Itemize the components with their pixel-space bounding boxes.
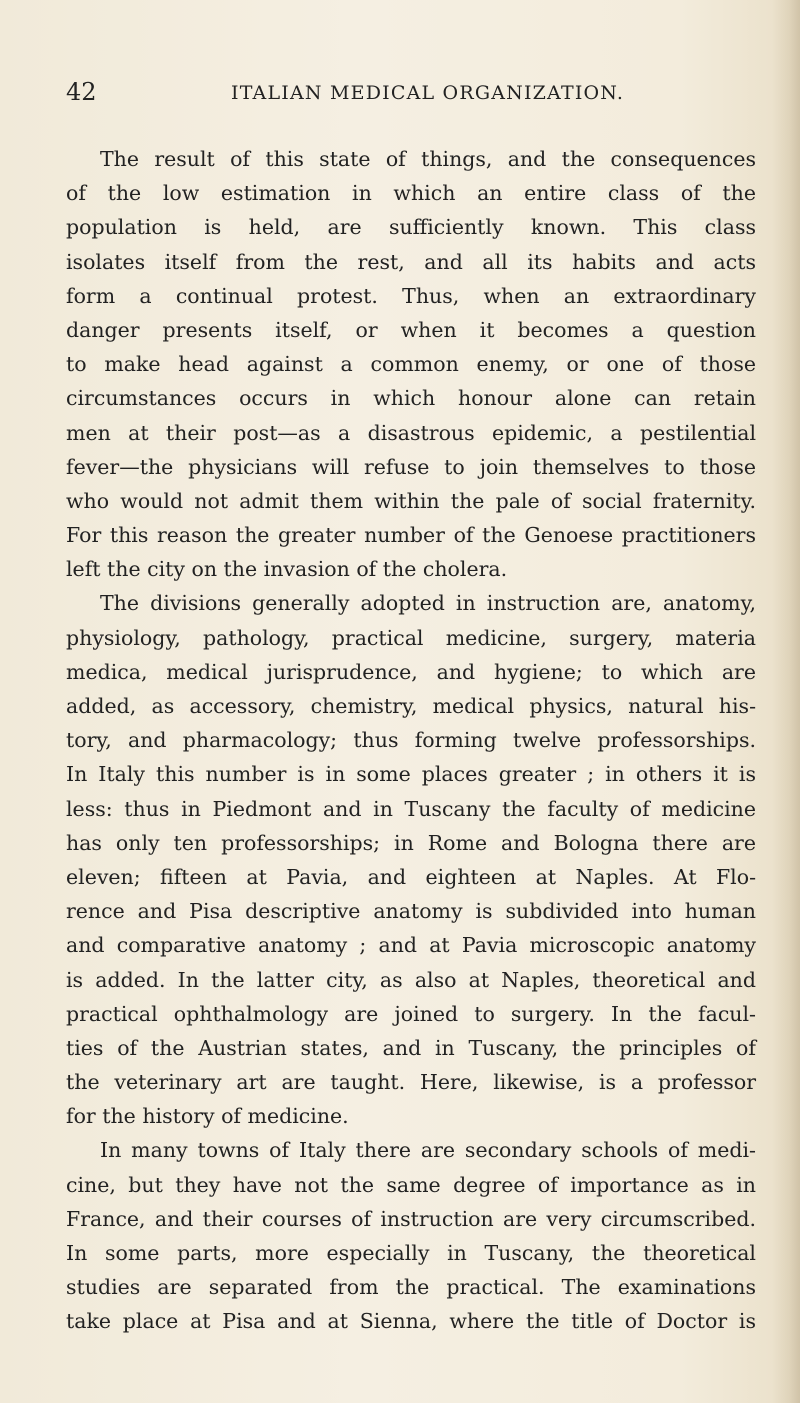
text-line: the veterinary art are taught. Here, likewise, is a professor <box>66 1070 756 1095</box>
text-line: The result of this state of things, and the consequences <box>100 147 756 171</box>
text-line: For this reason the greater number of the Genoese practitioners <box>66 523 756 548</box>
page-header <box>66 78 756 108</box>
text-line: medica, medical jurisprudence, and hygiene; to which are <box>66 659 756 684</box>
text-line: In Italy this number is in some places greater ; in others it is <box>66 762 756 787</box>
text-line: fever—the physicians will refuse to join themselves to those <box>66 454 756 479</box>
text-line: men at their post—as a disastrous epidemic, a pestilential <box>66 420 756 445</box>
body-text <box>66 142 756 1339</box>
running-title: ITALIAN MEDICAL ORGANIZATION. <box>231 82 625 104</box>
text-line: for the history of medicine. <box>66 1104 349 1129</box>
text-line: studies are separated from the practical. The examinations <box>66 1275 756 1300</box>
text-line: and comparative anatomy ; and at Pavia microscopic anatomy <box>66 933 756 958</box>
text-line: rence and Pisa descriptive anatomy is subdivided into human <box>66 899 756 924</box>
text-line: less: thus in Piedmont and in Tuscany the faculty of medicine <box>66 796 756 821</box>
text-line: of the low estimation in which an entire class of the <box>66 181 756 206</box>
text-line: The divisions generally adopted in instruction are, anatomy, <box>100 591 756 616</box>
text-line: left the city on the invasion of the cholera. <box>66 557 508 582</box>
text-line: eleven; fifteen at Pavia, and eighteen at Naples. At Flo- <box>66 864 756 889</box>
page-number: 42 <box>66 78 97 106</box>
text-line: form a continual protest. Thus, when an extraordinary <box>66 283 756 308</box>
text-line: France, and their courses of instruction are very circumscribed. <box>66 1206 756 1231</box>
text-line: ties of the Austrian states, and in Tuscany, the principles of <box>66 1035 756 1060</box>
text-line: In many towns of Italy there are secondary schools of medi- <box>100 1138 756 1163</box>
text-line: practical ophthalmology are joined to surgery. In the facul- <box>66 1001 756 1026</box>
page-edge-shadow <box>772 0 800 1403</box>
text-line: who would not admit them within the pale of social fraternity. <box>66 488 756 513</box>
text-line: circumstances occurs in which honour alone can retain <box>66 386 756 411</box>
text-line: tory, and pharmacology; thus forming twelve professorships. <box>66 728 756 753</box>
text-line: danger presents itself, or when it becomes a question <box>66 317 756 342</box>
text-line: has only ten professorships; in Rome and Bologna there are <box>66 830 756 855</box>
text-line: take place at Pisa and at Sienna, where the title of Doctor is <box>66 1309 756 1334</box>
text-line: added, as accessory, chemistry, medical physics, natural his- <box>66 694 756 718</box>
text-line: In some parts, more especially in Tuscany, the theoretical <box>66 1241 756 1265</box>
text-line: isolates itself from the rest, and all its habits and acts <box>66 249 756 274</box>
text-line: to make head against a common enemy, or one of those <box>66 352 756 377</box>
text-line: physiology, pathology, practical medicine, surgery, materia <box>66 625 756 650</box>
text-line: population is held, are sufficiently known. This class <box>66 215 756 240</box>
text-line: is added. In the latter city, as also at Naples, theoretical and <box>66 967 756 992</box>
text-line: cine, but they have not the same degree of importance as in <box>66 1172 756 1197</box>
